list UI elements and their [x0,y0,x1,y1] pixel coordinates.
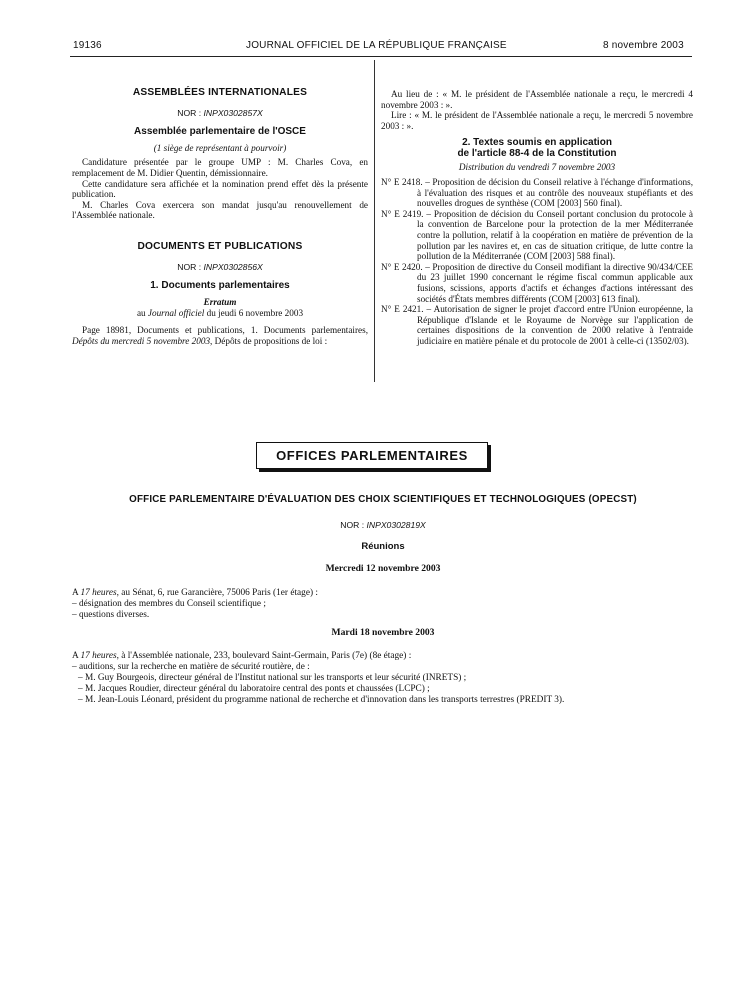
meeting2-place: , à l'Assemblée nationale, 233, boulevard Saint-Germain, Paris (7e) (8e étage) : [116,651,412,661]
meeting2-details [72,651,694,706]
assemblees-title: ASSEMBLÉES INTERNATIONALES [132,87,308,98]
meeting1-place: , au Sénat, 6, rue Garancière, 75006 Paris (1er étage) : [116,588,318,598]
textes-title [381,137,693,159]
meeting2-date: Mardi 18 novembre 2003 [331,627,435,638]
erratum-paragraph [72,325,368,346]
column-divider [374,60,375,382]
osce-subtitle: Assemblée parlementaire de l'OSCE [134,126,306,138]
reunions-title: Réunions [361,541,405,552]
right-column [381,89,693,346]
office-title: OFFICE PARLEMENTAIRE D'ÉVALUATION DES CHOIX SCIENTIFIQUES ET TECHNOLOGIQUES (OPECST) [129,494,637,505]
meeting1-location [72,588,694,599]
documents-title: DOCUMENTS ET PUBLICATIONS [137,240,303,252]
erratum-reference [72,308,368,319]
assemblees-nor [72,108,368,119]
meeting1-prefix: A [72,588,81,598]
documents-subtitle: 1. Documents parlementaires [150,280,290,292]
au-lieu-paragraph: Au lieu de : « M. le président de l'Assemblée nationale a reçu, le mercredi 4 novembre 2003 : ». [381,89,693,110]
nor-label: NOR : [177,107,204,118]
osce-paragraph-3: M. Charles Cova exercera son mandat jusqu'au renouvellement de l'Assemblée nationale. [72,199,368,221]
offices-title: OFFICES PARLEMENTAIRES [276,448,468,463]
meeting1-details [72,588,694,621]
lire-paragraph: Lire : « M. le président de l'Assemblée nationale a reçu, le mercredi 5 novembre 2003 : ». [381,110,693,131]
e-item [381,177,693,209]
office-nor [72,520,694,530]
e-item-number: N° E 2420. [381,261,423,272]
erratum-text-c: , Dépôts de propositions de loi : [210,335,328,346]
osce-paragraph-2: Cette candidature sera affichée et la nomination prend effet dès la présente publication. [72,178,368,200]
e-item [381,209,693,262]
e-item-number: N° E 2419. [381,208,424,219]
meeting2-prefix: A [72,651,81,661]
e-item [381,304,693,346]
meeting1-item: – désignation des membres du Conseil scientifique ; [72,599,266,609]
e-item-text: – Autorisation de signer le projet d'accord entre l'Union européenne, la République d'Islande et le Royaume de Norvège sur l'application de certaines dispositions de la convention de 2000 relative à l'entraide judiciaire en matière pénale et du protocole de 2001 à celle-ci (13502/03). [417,304,693,346]
erratum-label: Erratum [203,296,237,307]
offices-box [256,442,488,469]
meeting2-location [72,651,694,662]
textes-title-line-1: 2. Textes soumis en application [462,137,612,149]
meeting1-item: – questions diverses. [72,610,150,620]
meeting1-time: 17 heures [80,588,117,598]
e-item-text: – Proposition de directive du Conseil modifiant la directive 90/434/CEE du 23 juillet 1990 concernant le régime fiscal commun applicable aux fusions, scissions, apports d'actifs et échanges d'actions intéressant des sociétés d'États membres différents (COM [2003] 613 final). [417,261,693,304]
header-rule [70,56,692,57]
au-suffix: du jeudi 6 novembre 2003 [204,308,304,319]
nor-code: INPX0302856X [203,261,263,272]
journal-title: JOURNAL OFFICIEL DE LA RÉPUBLIQUE FRANÇAISE [246,40,507,51]
nor-label: NOR : [177,261,204,272]
meeting2-item: – M. Jacques Roudier, directeur général du laboratoire central des ponts et chaussées (LCPC) ; [78,684,430,694]
e-item-number: N° E 2421. [381,304,424,315]
e-item-text: – Proposition de décision du Conseil relative à l'échange d'informations, à l'évaluation des risques et au contrôle des nouveaux stupéfiants et des nouvelles drogues de synthèse (COM [2003] 560 final). [417,176,693,209]
osce-paragraph-1: Candidature présentée par le groupe UMP : M. Charles Cova, en remplacement de M. Didier Quentin, démissionnaire. [72,157,368,178]
meeting2-intro: – auditions, sur la recherche en matière de sécurité routière, de : [72,662,310,672]
distribution-date: Distribution du vendredi 7 novembre 2003 [458,162,616,173]
nor-code: INPX0302819X [366,520,426,530]
left-column [72,88,368,346]
meeting1-date: Mercredi 12 novembre 2003 [325,563,441,574]
textes-title-line-2: de l'article 88-4 de la Constitution [457,148,617,160]
e-item-text: – Proposition de décision du Conseil portant conclusion du protocole à la convention de Barcelone pour la protection de la mer Méditerranée contre la pollution, relatif à la coopération en matière de prévention de la pollution par les navires et, en cas de situation critique, de lutte contre la pollution de la Méditerranée (COM [2003] 588 final). [417,208,694,262]
erratum-text-b: Dépôts du mercredi 5 novembre 2003 [72,335,211,346]
nor-label: NOR : [340,520,367,530]
meeting2-item: – M. Jean-Louis Léonard, président du programme national de recherche et d'innovation dans les transports terrestres (PREDIT 3). [78,695,565,705]
e-items-list [381,177,693,347]
osce-note: (1 siège de représentant à pourvoir) [153,142,287,153]
au-prefix: au [136,308,148,319]
meeting2-item: – M. Guy Bourgeois, directeur général de l'Institut national sur les transports et leur sécurité (INRETS) ; [78,673,467,683]
header-date: 8 novembre 2003 [603,40,684,51]
erratum-text-a: Page 18981, Documents et publications, 1. Documents parlementaires, [82,324,368,335]
meeting2-time: 17 heures [80,651,117,661]
journal-name: Journal officiel [147,308,205,319]
page-number: 19136 [73,40,102,51]
e-item-number: N° E 2418. [381,176,423,187]
nor-code: INPX0302857X [203,107,263,118]
e-item [381,262,693,304]
documents-nor [72,262,368,273]
